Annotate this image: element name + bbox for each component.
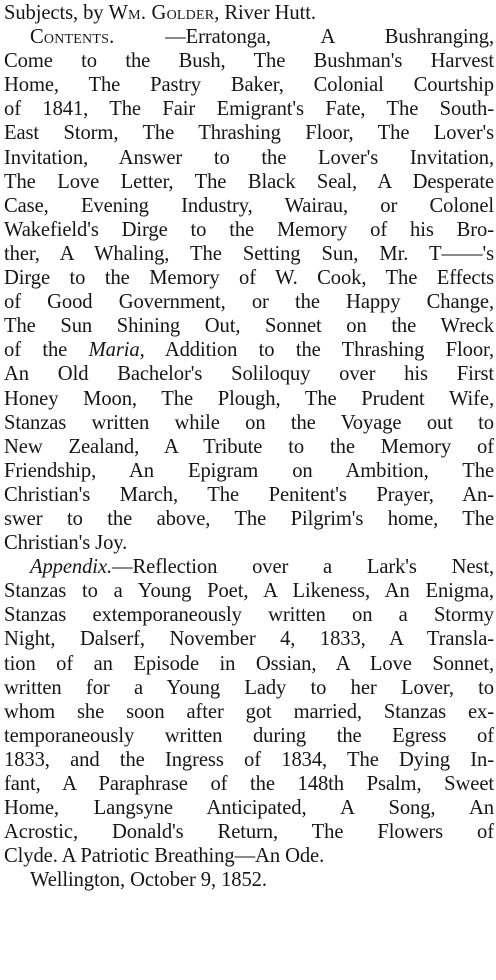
appendix-line-4: tion of an Episode in Ossian, A Love Sonnet, [4, 652, 494, 675]
contents-line-15: Honey Moon, The Plough, The Prudent Wife, [4, 387, 494, 410]
appendix-line-12: Clyde. A Patriotic Breathing—An Ode. [4, 845, 325, 868]
contents-heading: Contents. [30, 26, 115, 49]
contents-line-1: Come to the Bush, The Bushman's Harvest [4, 50, 494, 73]
contents-line-16: Stanzas written while on the Voyage out to [4, 411, 494, 434]
byline-suffix: , River Hutt. [214, 2, 316, 24]
contents-line-5: Invitation, Answer to the Lover's Invitation, [4, 146, 494, 169]
contents-line-0 [4, 25, 494, 49]
contents-line-6: The Love Letter, The Black Seal, A Desperate [4, 170, 494, 193]
appendix-text: —Reflection over a Lark's Nest, [112, 556, 494, 579]
appendix-line-9: fant, A Paraphrase of the 148th Psalm, Sweet [4, 773, 494, 795]
contents-line-9: ther, A Whaling, The Setting Sun, Mr. T——'s [4, 242, 494, 265]
appendix-line-8: 1833, and the Ingress of 1834, The Dying In- [4, 748, 494, 771]
contents-line-11: of Good Government, or the Happy Change, [4, 291, 494, 314]
dateline: Wellington, October 9, 1852. [30, 869, 267, 892]
appendix-line-10: Home, Langsyne Anticipated, A Song, An [4, 797, 494, 820]
contents-line-19: Christian's March, The Penitent's Prayer, An- [4, 483, 494, 506]
appendix-line-11: Acrostic, Donald's Return, The Flowers of [4, 821, 494, 844]
maria-line-after: , Addition to the Thrashing Floor, [139, 339, 494, 362]
contents-line-14: An Old Bachelor's Soliloquy over his First [4, 363, 494, 386]
appendix-line-3: Night, Dalserf, November 4, 1833, A Transla- [4, 628, 494, 651]
contents-line-4: East Storm, The Thrashing Floor, The Lover's [4, 122, 494, 145]
appendix-line-6: whom she soon after got married, Stanzas ex- [4, 700, 494, 723]
contents-line-20: swer to the above, The Pilgrim's home, The [4, 507, 494, 530]
contents-line-2: Home, The Pastry Baker, Colonial Courtship [4, 74, 494, 97]
contents-line-12: The Sun Shining Out, Sonnet on the Wreck [4, 315, 494, 338]
appendix-line-2: Stanzas extemporaneously written on a Stormy [4, 604, 494, 627]
ship-name-maria: Maria [88, 339, 140, 362]
contents-line-10: Dirge to the Memory of W. Cook, The Effects [4, 267, 494, 290]
appendix-line-0 [4, 555, 494, 579]
appendix-line-7: temporaneously written during the Egress of [4, 724, 494, 747]
contents-line-18: Friendship, An Epigram on Ambition, The [4, 459, 494, 482]
maria-line-before: of the [4, 339, 89, 362]
author-name: Wm. Golder [108, 2, 215, 24]
contents-line-21: Christian's Joy. [4, 532, 128, 555]
appendix-line-1: Stanzas to a Young Poet, A Likeness, An Enigma, [4, 580, 494, 603]
contents-text: —Erratonga, A Bushranging, [114, 26, 494, 49]
appendix-line-5: written for a Young Lady to her Lover, to [4, 676, 494, 699]
contents-line-3: of 1841, The Fair Emigrant's Fate, The South- [4, 98, 494, 121]
appendix-heading: Appendix. [30, 556, 113, 579]
byline-prefix: Subjects, by [4, 2, 109, 24]
contents-line-8: Wakefield's Dirge to the Memory of his Bro- [4, 218, 494, 241]
contents-line-17: New Zealand, A Tribute to the Memory of [4, 435, 494, 458]
contents-line-maria [4, 338, 494, 362]
contents-line-7: Case, Evening Industry, Wairau, or Colonel [4, 194, 494, 217]
byline [4, 1, 494, 25]
